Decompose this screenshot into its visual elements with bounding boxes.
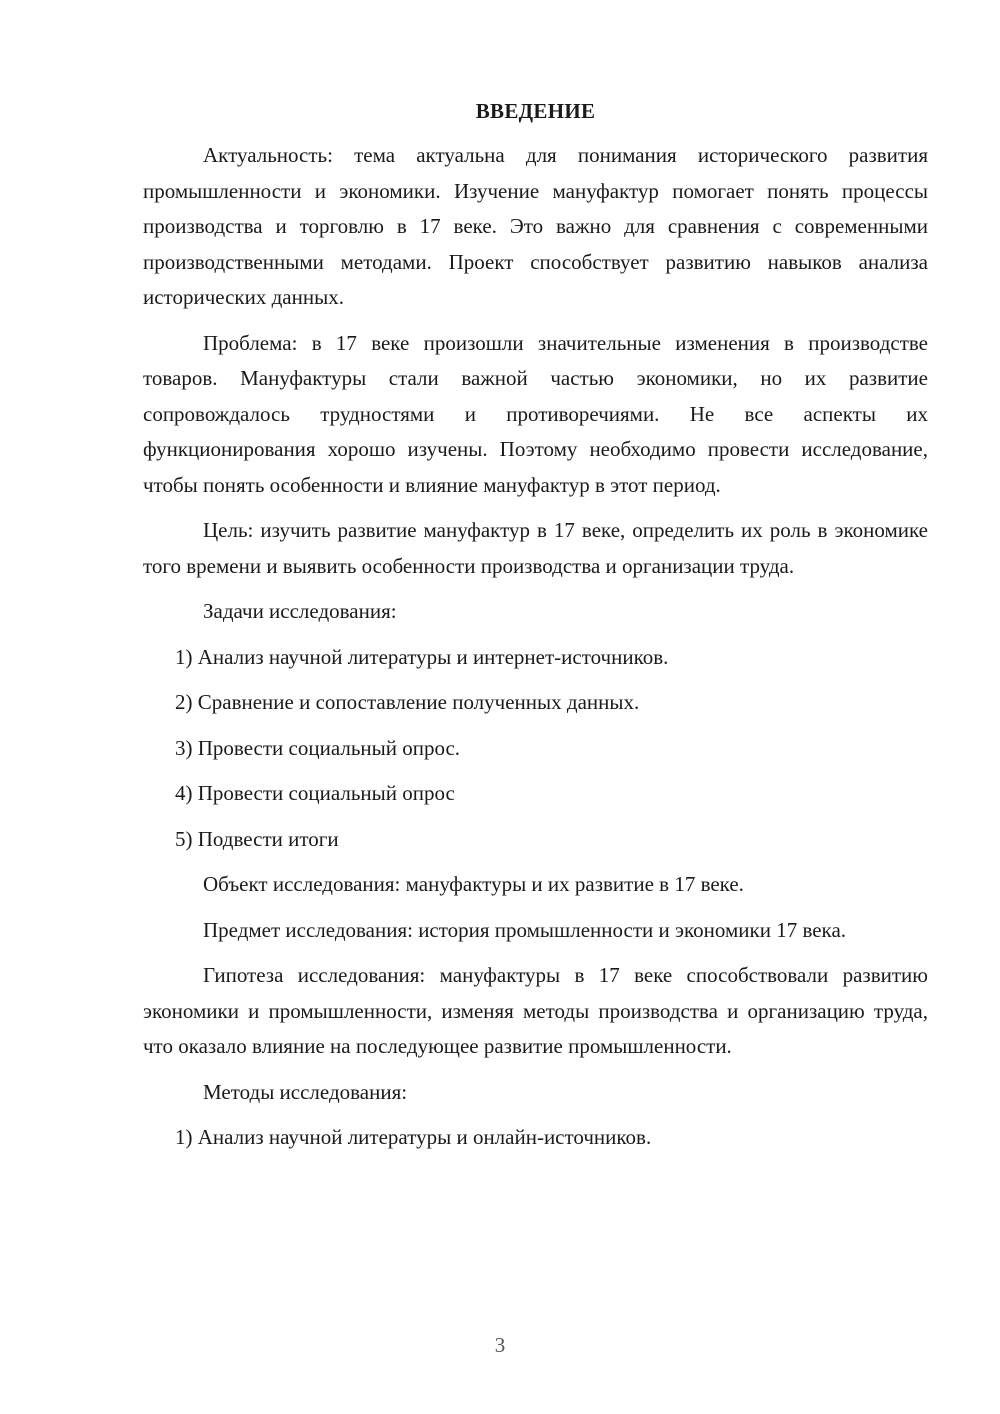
methods-heading: Методы исследования: (203, 1079, 408, 1104)
tasks-heading: Задачи исследования: (203, 599, 397, 623)
document-page (143, 96, 928, 1166)
page-title: ВВЕДЕНИЕ (475, 99, 596, 123)
task-item-5: 5) Подвести итоги (175, 826, 339, 851)
paragraph-relevance: Актуальность: тема актуальна для понимания исторического развития промышленности и экономики. Изучение мануфактур помогает понять процессы производства и торговлю в 17 веке. Это важно для сравнения с современными производственными методами. Проект способствует развитию навыков анализа исторических данных. (143, 143, 928, 309)
task-item-2: 2) Сравнение и сопоставление полученных данных. (175, 690, 640, 714)
task-item-1: 1) Анализ научной литературы и интернет-источников. (175, 644, 669, 669)
paragraph-goal: Цель: изучить развитие мануфактур в 17 веке, определить их роль в экономике того времени и выявить особенности производства и организации труда. (143, 518, 928, 578)
page-number: 3 (494, 1333, 506, 1357)
paragraph-problem: Проблема: в 17 веке произошли значительные изменения в производстве товаров. Мануфактуры стали важной частью экономики, но их развитие сопровождалось трудностями и противоречиями. Не все аспекты их функционирования хорошо изучены. Поэтому необходимо провести исследование, чтобы понять особенности и влияние мануфактур в этот период. (143, 330, 928, 497)
paragraph-object: Объект исследования: мануфактуры и их развитие в 17 веке. (203, 872, 744, 896)
task-item-3: 3) Провести социальный опрос. (175, 735, 461, 760)
method-item-1: 1) Анализ научной литературы и онлайн-источников. (175, 1125, 652, 1149)
task-item-4: 4) Провести социальный опрос (175, 781, 455, 805)
paragraph-subject: Предмет исследования: история промышленности и экономики 17 века. (203, 917, 847, 942)
paragraph-hypothesis: Гипотеза исследования: мануфактуры в 17 веке способствовали развитию экономики и промышленности, изменяя методы производства и организацию труда, что оказало влияние на последующее развитие промышленности. (143, 963, 928, 1058)
